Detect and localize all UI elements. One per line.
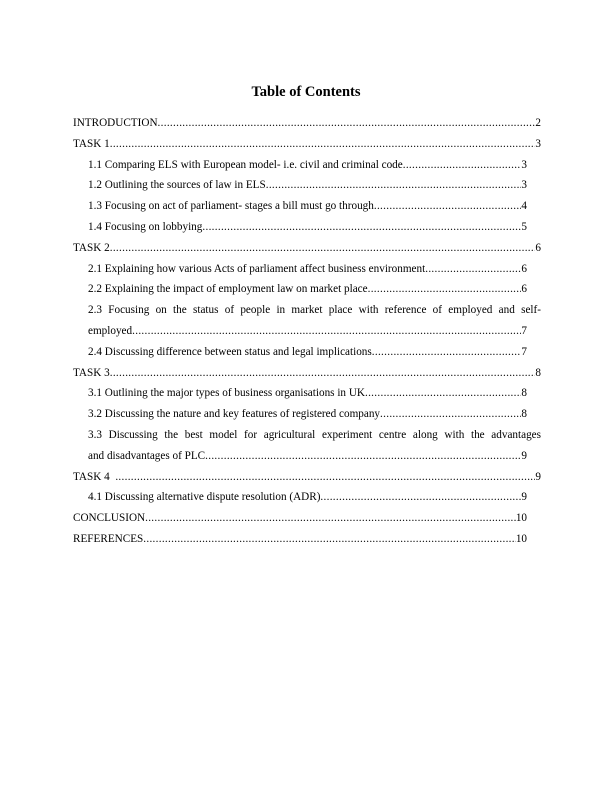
toc-entry-text: INTRODUCTION — [73, 117, 158, 129]
toc-entry-task-2[interactable] — [73, 238, 541, 259]
toc-entry-text: 1.2 Outlining the sources of law in ELS — [88, 179, 266, 192]
dot-leader — [145, 508, 516, 529]
toc-entry-4-1[interactable] — [73, 487, 541, 508]
dot-leader — [115, 467, 535, 488]
toc-page-number: 6 — [521, 262, 527, 275]
toc-entry-2-2[interactable] — [73, 279, 541, 300]
dot-leader — [110, 134, 536, 155]
toc-page-number: 3 — [521, 158, 527, 171]
toc-page-number: 8 — [535, 366, 541, 379]
toc-page-number: 6 — [521, 283, 527, 296]
toc-page-number: 8 — [521, 387, 527, 400]
toc-entry-text: REFERENCES — [73, 532, 144, 545]
toc-entry-text: 4.1 Discussing alternative dispute resolution (ADR) — [88, 491, 321, 504]
dot-leader — [403, 155, 522, 176]
toc-page-number: 9 — [521, 449, 527, 462]
toc-entry-task-3[interactable] — [73, 363, 541, 384]
dot-leader — [425, 259, 521, 280]
toc-entry-text: and disadvantages of PLC — [88, 449, 206, 462]
toc-entry-2-4[interactable] — [73, 342, 541, 363]
toc-page-number: 10 — [515, 532, 527, 545]
toc-entry-text: 1.3 Focusing on act of parliament- stages a bill must go through — [88, 200, 374, 213]
page-title: Table of Contents — [251, 84, 361, 100]
dot-leader — [266, 175, 522, 196]
toc-page-number: 2 — [535, 117, 541, 129]
toc-entry-2-3[interactable] — [73, 300, 541, 342]
toc-entry-text: 2.2 Explaining the impact of employment law on market place — [88, 283, 368, 296]
dot-leader — [202, 217, 521, 238]
toc-entry-conclusion[interactable] — [73, 508, 541, 529]
toc-entry-task-1[interactable] — [73, 134, 541, 155]
toc-entry-1-3[interactable] — [73, 196, 541, 217]
toc-entry-text: 1.4 Focusing on lobbying — [88, 220, 203, 233]
toc-page-number: 5 — [521, 220, 527, 233]
dot-leader — [110, 238, 536, 259]
toc-entry-3-3[interactable] — [73, 425, 541, 467]
dot-leader — [368, 279, 522, 300]
toc-entry-text: TASK 3 — [73, 366, 110, 379]
toc-entry-3-1[interactable] — [73, 383, 541, 404]
toc-entry-text: TASK 1 — [73, 137, 110, 150]
dot-leader — [372, 342, 522, 363]
dot-leader — [380, 404, 521, 425]
toc-entry-text: TASK 4 — [73, 470, 116, 483]
toc-page-number: 8 — [521, 408, 527, 421]
toc-page-number: 9 — [535, 470, 541, 483]
toc-entry-1-1[interactable] — [73, 155, 541, 176]
toc-entry-line-1: 2.3 Focusing on the status of people in market place with reference of employed and self- — [88, 304, 541, 317]
toc-entry-text: 3.1 Outlining the major types of business organisations in UK — [88, 387, 365, 400]
dot-leader — [205, 446, 521, 467]
toc-entry-introduction[interactable] — [73, 113, 541, 134]
toc-page-number: 7 — [521, 345, 527, 358]
toc-entry-text: 2.1 Explaining how various Acts of parliament affect business environment — [88, 262, 426, 275]
toc-entry-text: employed — [88, 324, 133, 337]
toc-entry-1-4[interactable] — [73, 217, 541, 238]
toc-entry-references[interactable] — [73, 529, 541, 550]
dot-leader — [143, 529, 516, 550]
toc-entry-text: TASK 2 — [73, 241, 110, 254]
toc-entry-task-4[interactable] — [73, 467, 541, 488]
dot-leader — [110, 363, 536, 384]
toc-page-number: 6 — [535, 241, 541, 254]
dot-leader — [320, 487, 521, 508]
toc-entry-line-1: 3.3 Discussing the best model for agricultural experiment centre along with the advantages — [88, 428, 541, 441]
toc-entry-text: 1.1 Comparing ELS with European model- i.e. civil and criminal code — [88, 158, 403, 171]
table-of-contents — [73, 113, 541, 550]
toc-page-number: 4 — [521, 200, 527, 213]
toc-page-number: 7 — [521, 324, 527, 337]
dot-leader — [365, 383, 521, 404]
toc-entry-1-2[interactable] — [73, 175, 541, 196]
dot-leader — [158, 113, 536, 134]
toc-entry-text: CONCLUSION — [73, 512, 146, 525]
dot-leader — [132, 321, 521, 342]
toc-page-number: 9 — [521, 491, 527, 504]
toc-entry-3-2[interactable] — [73, 404, 541, 425]
toc-page-number: 10 — [515, 512, 527, 525]
toc-page-number: 3 — [535, 137, 541, 150]
dot-leader — [374, 196, 522, 217]
toc-entry-text: 3.2 Discussing the nature and key features of registered company — [88, 408, 381, 421]
toc-entry-2-1[interactable] — [73, 259, 541, 280]
toc-page-number: 3 — [521, 179, 527, 192]
toc-entry-text: 2.4 Discussing difference between status and legal implications — [88, 345, 372, 358]
